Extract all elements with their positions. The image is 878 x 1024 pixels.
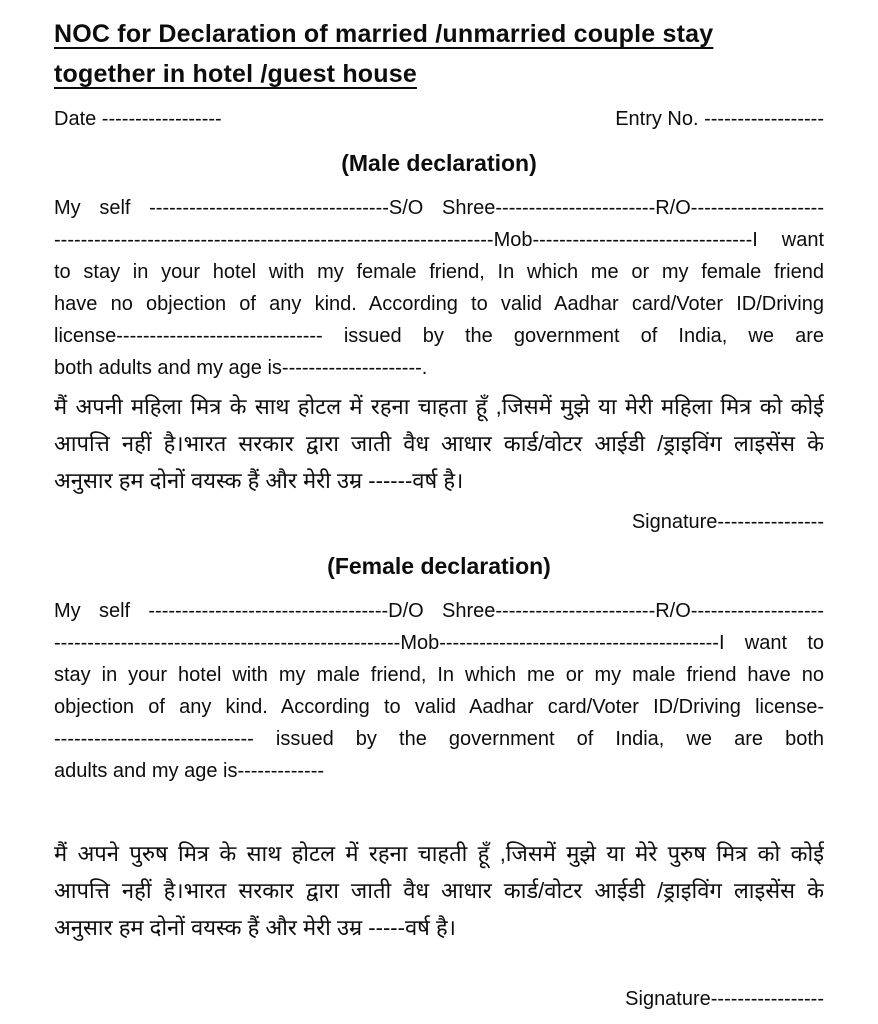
male-hindi-line-1: मैं अपनी महिला मित्र के साथ होटल में रहना चाहता हूँ ,जिसमें मुझे या मेरी महिला मित्र को कोई xyxy=(54,394,824,419)
male-english-line-1: My self ------------------------------------S/O Shree------------------------R/O-------------------- xyxy=(54,197,824,219)
document-title xyxy=(54,14,824,94)
male-hindi-line-3: अनुसार हम दोनों वयस्क हैं और मेरी उम्र ------वर्ष है। xyxy=(54,468,464,493)
male-signature-line: Signature---------------- xyxy=(631,511,824,533)
female-declaration-english-paragraph xyxy=(54,595,824,787)
female-declaration-hindi-paragraph xyxy=(54,835,824,946)
male-declaration-english-paragraph xyxy=(54,192,824,384)
male-declaration-hindi-paragraph xyxy=(54,388,824,499)
female-hindi-line-3: अनुसार हम दोनों वयस्क हैं और मेरी उम्र -----वर्ष है। xyxy=(54,915,457,940)
female-declaration-heading: (Female declaration) xyxy=(327,553,551,579)
document-title-line2: together in hotel /guest house xyxy=(54,60,417,88)
female-signature-line: Signature----------------- xyxy=(625,988,824,1010)
document-title-line1: NOC for Declaration of married /unmarried couple stay xyxy=(54,20,714,48)
male-english-line-5: license------------------------------- issued by the government of India, we are xyxy=(54,325,824,347)
male-english-line-3: to stay in your hotel with my female friend, In which me or my female friend xyxy=(54,261,824,283)
female-english-line-3: stay in your hotel with my male friend, In which me or my male friend have no xyxy=(54,664,824,686)
male-english-line-6: both adults and my age is---------------------. xyxy=(54,357,428,379)
male-hindi-line-2: आपत्ति नहीं है।भारत सरकार द्वारा जाती वैध आधार कार्ड/वोटर आईडी /ड्राइविंग लाइसेंस के xyxy=(54,431,824,456)
female-english-line-6: adults and my age is------------- xyxy=(54,760,325,782)
male-english-line-2: ------------------------------------------------------------------Mob---------------------------------I want xyxy=(54,229,824,251)
female-hindi-line-2: आपत्ति नहीं है।भारत सरकार द्वारा जाती वैध आधार कार्ड/वोटर आईडी /ड्राइविंग लाइसेंस के xyxy=(54,878,824,903)
date-entry-row xyxy=(54,106,824,132)
male-declaration-heading: (Male declaration) xyxy=(341,150,537,176)
date-field: Date ------------------ xyxy=(54,108,222,130)
female-english-line-5: ------------------------------ issued by the government of India, we are both xyxy=(54,728,824,750)
female-hindi-line-1: मैं अपने पुरुष मित्र के साथ होटल में रहना चाहती हूँ ,जिसमें मुझे या मेरे पुरुष मित्र को कोई xyxy=(54,841,824,866)
female-english-line-4: objection of any kind. According to valid Aadhar card/Voter ID/Driving license- xyxy=(54,696,824,718)
male-english-line-4: have no objection of any kind. According to valid Aadhar card/Voter ID/Driving xyxy=(54,293,824,315)
female-english-line-2: ----------------------------------------------------Mob------------------------------------------I want to xyxy=(54,632,824,654)
female-english-line-1: My self ------------------------------------D/O Shree------------------------R/O-------------------- xyxy=(54,600,824,622)
entry-no-field: Entry No. ------------------ xyxy=(615,108,824,130)
